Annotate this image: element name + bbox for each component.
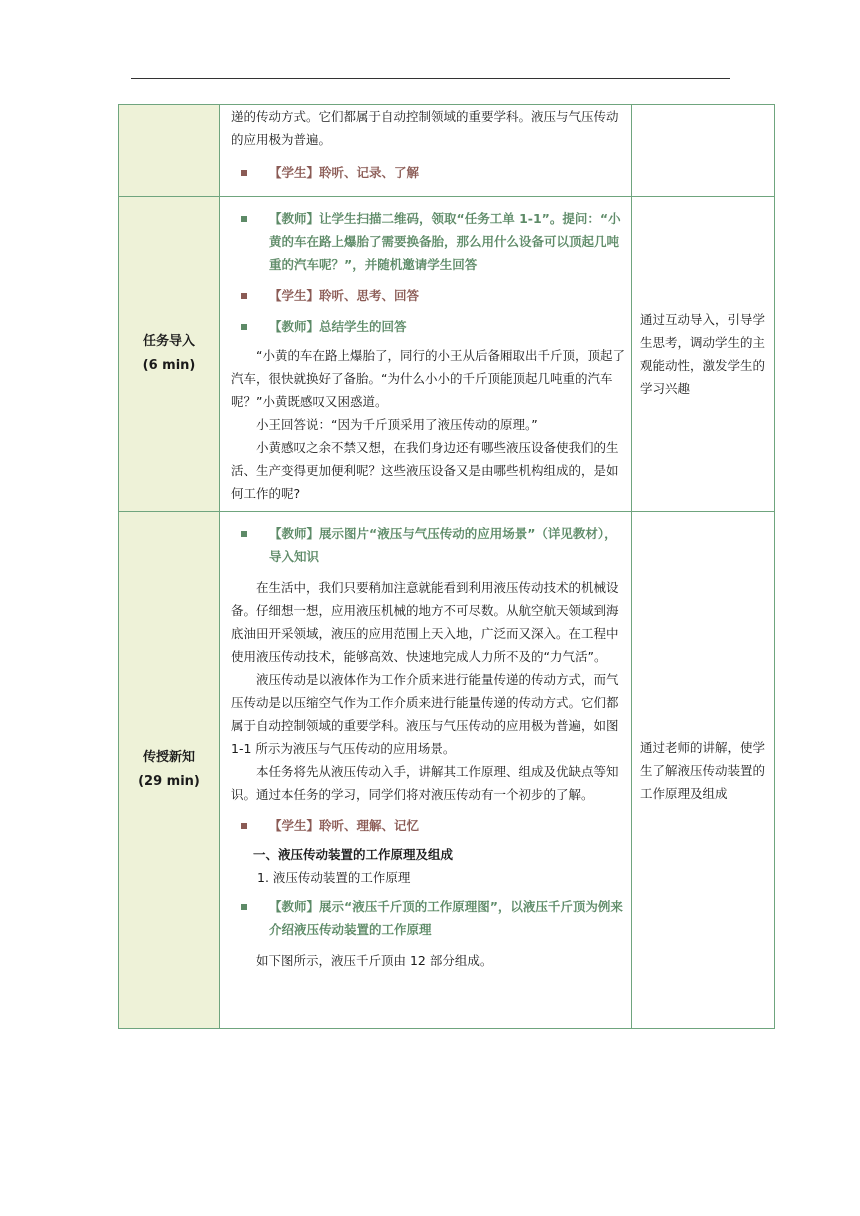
paragraph: 如下图所示，液压千斤顶由 12 部分组成。 xyxy=(256,953,493,968)
content-cell xyxy=(220,105,632,197)
bullet-square-icon xyxy=(241,324,247,330)
teacher-activity-text: 【教师】总结学生的回答 xyxy=(269,319,407,334)
content-cell xyxy=(220,197,632,512)
bullet-square-icon xyxy=(241,904,247,910)
paragraph: 本任务将先从液压传动入手，讲解其工作原理、组成及优缺点等知识。通过本任务的学习，同学们将对液压传动有一个初步的了解。 xyxy=(231,764,619,802)
design-intent-cell: 通过互动导入，引导学生思考，调动学生的主观能动性，激发学生的学习兴趣 xyxy=(632,197,775,512)
teacher-activity xyxy=(231,895,625,941)
student-activity-text: 【学生】聆听、思考、回答 xyxy=(269,288,420,303)
lesson-plan-table xyxy=(118,104,775,1029)
bullet-square-icon xyxy=(241,216,247,222)
stage-cell xyxy=(119,197,220,512)
stage-time: (6 min) xyxy=(142,358,196,373)
paragraph: 递的传动方式。它们都属于自动控制领域的重要学科。液压与气压传动的应用极为普遍。 xyxy=(231,109,619,147)
teacher-activity-text: 【教师】让学生扫描二维码，领取“任务工单 1-1”。提问：“小黄的车在路上爆胎了需要换备胎，那么用什么设备可以顶起几吨重的汽车呢？”，并随机邀请学生回答 xyxy=(269,211,621,272)
design-intent-cell xyxy=(632,105,775,197)
teacher-activity xyxy=(231,315,625,338)
student-activity xyxy=(231,814,625,837)
bullet-square-icon xyxy=(241,170,247,176)
student-activity xyxy=(231,161,625,184)
bullet-square-icon xyxy=(241,531,247,537)
teacher-activity-text: 【教师】展示“液压千斤顶的工作原理图”，以液压千斤顶为例来介绍液压传动装置的工作原理 xyxy=(269,899,623,937)
stage-title: 任务导入 xyxy=(142,334,195,349)
table-row xyxy=(119,105,775,197)
student-activity-text: 【学生】聆听、理解、记忆 xyxy=(269,818,420,833)
paragraph: 在生活中，我们只要稍加注意就能看到利用液压传动技术的机械设备。仔细想一想，应用液压机械的地方不可尽数。从航空航天领域到海底油田开采领域，液压的应用范围上天入地，广泛而又深入。在工程中使用液压传动技术，能够高效、快速地完成人力所不及的“力气活”。 xyxy=(231,580,619,664)
content-cell xyxy=(220,512,632,1029)
paragraph: 小黄感叹之余不禁又想，在我们身边还有哪些液压设备使我们的生活、生产变得更加便利呢？这些液压设备又是由哪些机构组成的，是如何工作的呢? xyxy=(231,440,619,501)
paragraph: 小王回答说：“因为千斤顶采用了液压传动的原理。” xyxy=(256,417,538,432)
header-rule xyxy=(131,78,730,79)
student-activity-text: 【学生】聆听、记录、了解 xyxy=(269,165,420,180)
stage-cell xyxy=(119,512,220,1029)
design-intent-cell: 通过老师的讲解，使学生了解液压传动装置的工作原理及组成 xyxy=(632,512,775,1029)
stage-cell xyxy=(119,105,220,197)
stage-time: (29 min) xyxy=(138,774,200,789)
table-row xyxy=(119,512,775,1029)
teacher-activity-text: 【教师】展示图片“液压与气压传动的应用场景”（详见教材），导入知识 xyxy=(269,526,617,564)
bullet-square-icon xyxy=(241,823,247,829)
table-row xyxy=(119,197,775,512)
paragraph: 液压传动是以液体作为工作介质来进行能量传递的传动方式，而气压传动是以压缩空气作为工作介质来进行能量传递的传动方式。它们都属于自动控制领域的重要学科。液压与气压传动的应用极为普遍，如图 1-1 所示为液压与气压传动的应用场景。 xyxy=(231,672,619,756)
section-heading: 一、液压传动装置的工作原理及组成 xyxy=(253,847,454,862)
teacher-activity xyxy=(231,207,625,276)
paragraph: “小黄的车在路上爆胎了，同行的小王从后备厢取出千斤顶，顶起了汽车，很快就换好了备胎。“为什么小小的千斤顶能顶起几吨重的汽车呢？”小黄既感叹又困惑道。 xyxy=(231,348,625,409)
student-activity xyxy=(231,284,625,307)
teacher-activity xyxy=(231,522,625,568)
stage-title: 传授新知 xyxy=(142,750,195,765)
subsection-heading: 1. 液压传动装置的工作原理 xyxy=(257,870,411,885)
bullet-square-icon xyxy=(241,293,247,299)
